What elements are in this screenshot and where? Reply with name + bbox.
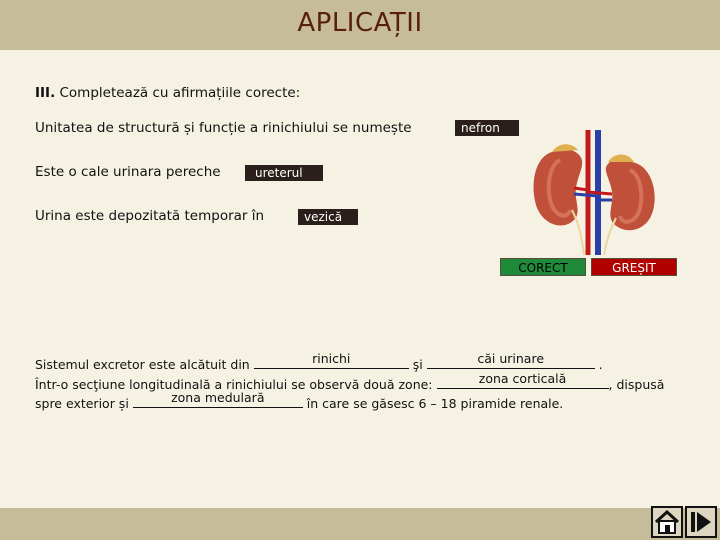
- item-1-text: Unitatea de structură și funcție a rinichiului se numește: [35, 120, 412, 136]
- blank-1[interactable]: [254, 351, 409, 369]
- content-panel: [0, 50, 720, 508]
- item-3-answer[interactable]: vezică: [298, 209, 358, 225]
- blank-3[interactable]: [437, 371, 609, 389]
- blank-2-answer: căi urinare: [477, 351, 545, 366]
- blank-4[interactable]: [133, 390, 303, 408]
- blank-2[interactable]: [427, 351, 595, 369]
- paragraph-line-2-end: , dispusă: [608, 377, 665, 392]
- home-button[interactable]: [651, 506, 683, 538]
- paragraph-line-2: [35, 371, 665, 392]
- item-3-text: Urina este depozitată temporar în: [35, 208, 265, 224]
- paragraph-line-2-start: Într-o secţiune longitudinală a rinichiului se observă două zone:: [35, 377, 433, 392]
- question-number: III.: [35, 85, 56, 101]
- blank-1-answer: rinichi: [312, 351, 351, 366]
- blank-4-answer: zona medulară: [171, 390, 265, 405]
- question-instruction: Completează cu afirmațiile corecte:: [59, 85, 301, 101]
- item-1-answer[interactable]: nefron: [455, 120, 519, 136]
- correct-button[interactable]: CORECT: [500, 258, 586, 276]
- footer-bar: [0, 508, 720, 540]
- blank-3-answer: zona corticală: [478, 371, 567, 386]
- item-2-answer[interactable]: ureterul: [245, 165, 323, 181]
- paragraph-line-3-start: spre exterior și: [35, 396, 129, 411]
- home-icon: [654, 510, 680, 534]
- paragraph-line-1: [35, 351, 603, 372]
- paragraph-line-1-end: .: [598, 357, 603, 372]
- paragraph-line-3-end: în care se găsesc 6 – 18 piramide renale.: [306, 396, 564, 411]
- next-icon: [688, 509, 714, 535]
- item-2-text: Este o cale urinara pereche: [35, 164, 221, 180]
- slide-title: APLICAȚII: [297, 8, 423, 38]
- paragraph-line-1-mid: şi: [412, 357, 423, 372]
- kidney-illustration: [530, 130, 660, 255]
- question-heading: [35, 85, 300, 101]
- paragraph-line-3: [35, 390, 564, 411]
- wrong-button[interactable]: GREȘIT: [591, 258, 677, 276]
- paragraph-line-1-start: Sistemul excretor este alcătuit din: [35, 357, 250, 372]
- next-button[interactable]: [685, 506, 717, 538]
